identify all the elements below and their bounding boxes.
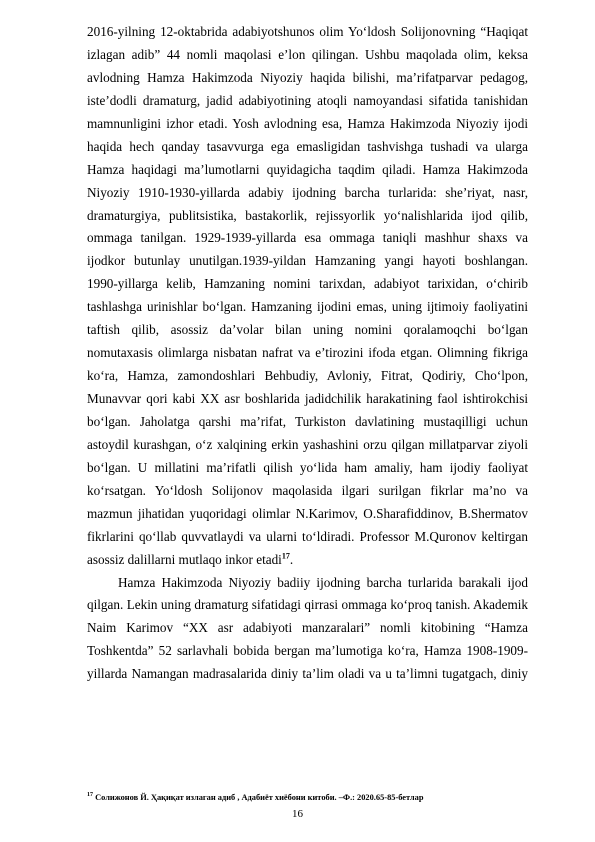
footnote-text: Солижонов Й. Ҳақиқат излаган адиб , Адабиёт хиёбони китоби. –Ф.: 2020.65-85-бетлар [93, 793, 424, 802]
text-line: dramaturgiya, publitsistika, bastakorlik, rejissyorlik yo‘nalishlarida ijod qilib, [87, 207, 528, 223]
paragraph-first-line: Hamza Hakimzoda Niyoziy badiiy ijodning barcha turlarida barakali ijod [118, 574, 528, 590]
text-line: avlodning Hamza Hakimzoda Niyoziy haqida bilishi, ma’rifatparvar pedagog, [87, 69, 528, 85]
text-line: Niyoziy 1910-1930-yillarda adabiy ijodning barcha turlarida: she’riyat, nasr, [87, 184, 528, 200]
text-line: fikrlarini qo‘llab quvvatlaydi va ularni to‘ldiradi. Professor M.Quronov keltirgan [87, 528, 528, 544]
page-number: 16 [292, 808, 303, 820]
footnote-number: 17 [87, 792, 93, 799]
text-line: astoydil kurashgan, o‘z xalqining erkin yashashini orzu qilgan millatparvar ziyoli [87, 436, 528, 452]
text-line: 1990-yillarga kelib, Hamzaning nomini tarixdan, adabiyot tarixidan, o‘chirib [87, 276, 528, 292]
text-line: Naim Karimov “XX asr adabiyoti manzaralari” nomli kitobining “Hamza [87, 620, 528, 636]
text-line: ko‘ra, Hamza, zamondoshlari Behbudiy, Avloniy, Fitrat, Qodiriy, Cho‘lpon, [87, 368, 528, 384]
text-line: bo‘lgan. U millatini ma’rifatli qilish yo‘lida ham amaliy, ham ijodiy faoliyat [87, 459, 528, 475]
text-line: taftish qilib, asossiz da’volar bilan uning nomini qoralamoqchi bo‘lgan [87, 322, 528, 338]
footnote [87, 793, 423, 802]
text-line: bo‘lgan. Jaholatga qarshi ma’rifat, Turkiston davlatining mustaqilligi uchun [87, 413, 528, 429]
text-line: iste’dodli dramaturg, jadid adabiyotining atoqli namoyandasi sifatida tanishidan [87, 92, 528, 108]
text-line: Munavvar qori kabi XX asr boshlarida jadidchilik harakatining faol ishtirokchisi [87, 391, 528, 406]
text-line: ijodkor butunlay unutilgan.1939-yildan Hamzaning yangi hayoti boshlangan. [87, 253, 528, 269]
text-line: ko‘rsatgan. Yo‘ldosh Solijonov maqolasida ilgari surilgan fikrlar ma’no va [87, 482, 528, 498]
text-line: yillarda Namangan madrasalarida diniy ta’lim oladi va u ta’limni tugatgach, diniy [87, 666, 528, 682]
text-line: haqida hech qanday tasavvurga ega emasligidan tashvishga tushadi va ularga [87, 138, 528, 154]
text-line: nomutaxasis olimlarga nisbatan nafrat va e’tirozini ifoda etgan. Olimning fikriga [87, 345, 528, 361]
text-line: asossiz dalillarni mutlaqo inkor etadi [87, 551, 282, 567]
text-line: Toshkentda” 52 sarlavhali bobida bergan ma’lumotiga ko‘ra, Hamza 1908-1909- [87, 643, 528, 659]
text-line: mazmun jihatidan yuqoridagi olimlar N.Karimov, O.Sharafiddinov, B.Shermatov [87, 505, 528, 521]
sentence-period: . [289, 551, 294, 567]
text-line-last [87, 549, 528, 572]
text-line: ommaga tanilgan. 1929-1939-yillarda esa ommaga taniqli mashhur shaxs va [87, 230, 528, 246]
text-line: qilgan. Lekin uning dramaturg sifatidagi qirrasi ommaga ko‘proq tanish. Akademik [87, 597, 528, 613]
text-line: izlagan adib” 44 nomli maqolasi e’lon qilingan. Ushbu maqolada olim, keksa [87, 46, 528, 62]
text-line: tashlashga urinishlar bo‘lgan. Hamzaning ijodini emas, uning ijtimoiy faoliyatini [87, 299, 528, 315]
footnote-reference[interactable]: 17 [281, 551, 290, 561]
text-line: 2016-yilning 12-oktabrida adabiyotshunos olim Yo‘ldosh Solijonovning “Haqiqat [87, 24, 528, 39]
text-line: mamnunligini izhor etadi. Yosh avlodning esa, Hamza Hakimzoda Niyoziy ijodi [87, 115, 528, 131]
text-line: Hamza haqidagi ma’lumotlarni quyidagicha taqdim qiladi. Hamza Hakimzoda [87, 161, 528, 177]
body-text [87, 21, 528, 686]
